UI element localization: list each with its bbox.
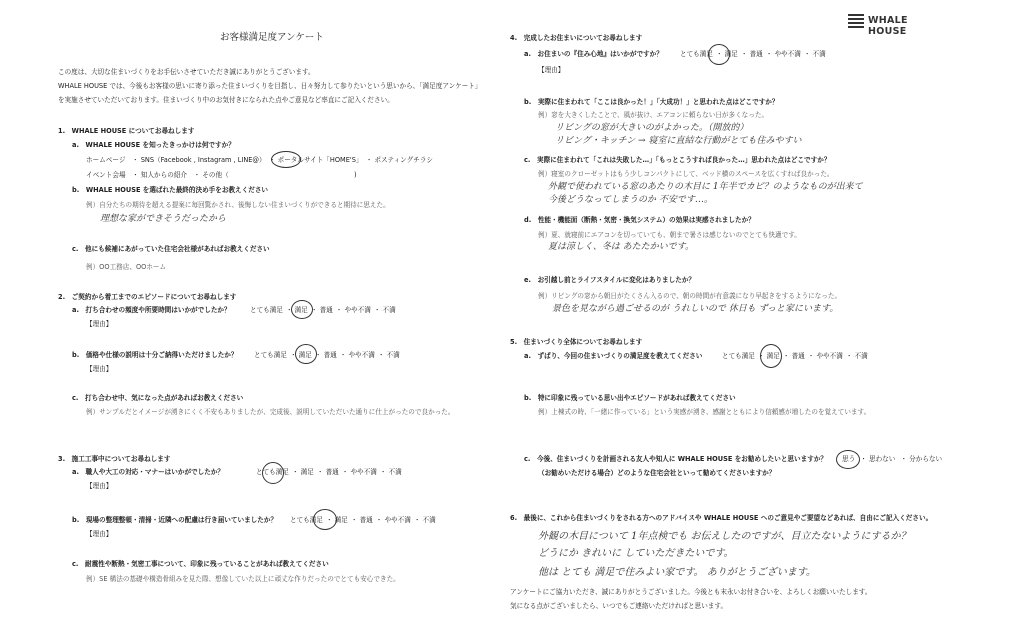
s4-qa-reason: 【理由】 (538, 66, 565, 74)
s5-question-c2: （お勧めいただける場合）どのような住宅会社といって勧めてくださいますか？ (538, 469, 776, 477)
logo-text: WHALE HOUSE (868, 15, 908, 37)
section-5-heading: 5. 住まいづくり全体についてお尋ねします (510, 338, 643, 346)
s2-question-b: b. 価格や仕様の説明は十分ご納得いただけましたか？ (72, 351, 238, 359)
s2-qa-reason: 【理由】 (86, 320, 113, 328)
s4-qd-example: 例）夏、就寝前にエアコンを切っていても、朝まで暑さは感じないのでとても快適です。 (538, 231, 801, 239)
s6-handwriting-3[interactable]: 他は とても 満足で住みよい家です。 ありがとうございます。 (538, 567, 816, 578)
page-title: お客様満足度アンケート (220, 32, 324, 43)
s3-question-b: b. 現場の整理整頓・清掃・近隣への配慮は行き届いていましたか？ (72, 516, 278, 524)
answer-circle (295, 344, 317, 364)
s1-question-c: c. 他にも候補にあがっていた住宅会社様があればお教えください (72, 245, 270, 253)
s5-qc-options[interactable]: 思う ・ 思わない ・ 分からない (842, 455, 943, 463)
s3-qa-reason: 【理由】 (86, 482, 113, 490)
s1-qa-options-2[interactable]: イベント会場 ・ 知人からの紹介 ・ その他（ (86, 171, 229, 179)
footer-line-1: アンケートにご協力いただき、誠にありがとうございました。今後とも末永いお付き合いを、よろしくお願いいたします。 (510, 588, 872, 596)
s1-qb-handwriting[interactable]: 理想な家ができそうだったから (100, 214, 227, 224)
s6-handwriting-1[interactable]: 外観の木目について 1年点検でも お伝えしたのですが、目立たないようにするか？ (538, 531, 911, 542)
s4-qc-handwriting-1[interactable]: 外観で使われている窓のあたりの木目に 1年半でカビ？のようなものが出来て (548, 182, 863, 192)
s3-qb-reason: 【理由】 (86, 530, 113, 538)
s4-qd-handwriting[interactable]: 夏は涼しく、冬は あたたかいです。 (548, 242, 694, 252)
s3-qc-example: 例）SE 構法の基礎や構造骨組みを見た際、想像していた以上に頑丈な作りだったのでとても安心できた。 (86, 575, 400, 583)
s4-question-c: c. 実際に住まわれて「これは失敗した…」「もっとこうすれば良かった…」思われた点はどこですか？ (524, 156, 831, 164)
s2-qb-reason: 【理由】 (86, 365, 113, 373)
s2-qc-example: 例）サンプルだとイメージが湧きにくく不安もありましたが、完成後、説明していただいた通りに仕上がったので良かった。 (86, 408, 455, 416)
s5-question-a: a. ずばり、今回の住まいづくりの満足度を教えてください (524, 352, 703, 360)
s3-qa-rating[interactable]: とても満足 ・ 満足 ・ 普通 ・ やや不満 ・ 不満 (256, 468, 402, 476)
s3-question-a: a. 職人や大工の対応・マナーはいかがでしたか？ (72, 468, 225, 476)
s2-qa-rating[interactable]: とても満足 ・ 満足 ・ 普通 ・ やや不満 ・ 不満 (250, 306, 396, 314)
answer-circle (708, 44, 730, 65)
s6-handwriting-2[interactable]: どうにか きれいに していただきたいです。 (538, 548, 734, 559)
answer-circle (262, 462, 284, 484)
s4-qe-example: 例）リビングの窓から朝日がたくさん入るので、朝の時間が有意義になり早起きをするようになった。 (538, 292, 842, 300)
s1-qc-example: 例）OO工務店、OOホーム (86, 263, 167, 271)
intro-line-2: WHALE HOUSE では、今後もお客様の思いに寄り添った住まいづくりを目指し、日々努力して参りたいという思いから、「満足度アンケート」 (58, 82, 482, 90)
footer-line-2: 気になる点がございましたら、いつでもご連絡いただければと思います。 (510, 602, 728, 610)
answer-circle (836, 450, 860, 469)
s4-qc-handwriting-2[interactable]: 今後どうなってしまうのか 不安です…。 (548, 195, 713, 205)
s1-qa-close-paren: ) (354, 171, 357, 179)
section-6-heading: 6. 最後に、これから住まいづくりをされる方へのアドバイスや WHALE HOUSE へのご意見やご要望などあれば、自由にご記入ください。 (510, 514, 933, 522)
answer-circle (271, 151, 301, 168)
s4-question-d: d. 性能・機能面（断熱・気密・換気システム）の効果は実感されましたか？ (524, 216, 755, 224)
intro-line-1: この度は、大切な住まいづくりをお手伝いさせていただき誠にありがとうございます。 (58, 68, 315, 76)
s2-question-c: c. 打ち合わせ中、気になった点があればお教えください (72, 394, 244, 402)
s4-question-a: a. お住まいの『住み心地』はいかがですか？ (524, 50, 663, 58)
section-3-heading: 3. 施工工事中についてお尋ねします (58, 455, 171, 463)
s1-question-b: b. WHALE HOUSE を選ばれた最終的決め手をお教えください (72, 186, 269, 194)
section-4-heading: 4. 完成したお住まいについてお尋ねします (510, 34, 643, 42)
s4-qc-example: 例）寝室のクローゼットはもう少しコンパクトにして、ベッド横のスペースを広くすれば良かった。 (538, 170, 834, 178)
s2-qb-rating[interactable]: とても満足 ・ 満足 ・ 普通 ・ やや不満 ・ 不満 (254, 351, 400, 359)
s3-question-c: c. 耐震性や断熱・気密工事について、印象に残っていることがあれば教えてください (72, 560, 329, 568)
answer-circle (291, 300, 313, 319)
section-1-heading: 1. WHALE HOUSE についてお尋ねします (58, 127, 195, 135)
s2-question-a: a. 打ち合わせの頻度や所要時間はいかがでしたか？ (72, 306, 231, 314)
section-2-heading: 2. ご契約から着工までのエピソードについてお尋ねします (58, 293, 237, 301)
s4-question-e: e. お引越し前とライフスタイルに変化はありましたか？ (524, 276, 696, 284)
s5-qa-rating[interactable]: とても満足 ・ 満足 ・ 普通 ・ やや不満 ・ 不満 (722, 352, 868, 360)
s1-qa-options-1[interactable]: ホームページ ・ SNS（Facebook , Instagram , LINE@） ・ ポータルサイト「HOME'S」 ・ ポスティングチラシ (86, 156, 434, 164)
s4-qe-handwriting[interactable]: 景色を見ながら過ごせるのが うれしいので 休日も ずっと家にいます。 (552, 304, 839, 314)
s4-qb-handwriting-1[interactable]: リビングの窓が大きいのがよかった。（開放的） (555, 123, 749, 133)
s5-question-c: c. 今後、住まいづくりを計画される友人や知人に WHALE HOUSE をお勧めしたいと思いますか？ (524, 455, 828, 463)
answer-circle (313, 509, 337, 530)
s5-qb-example: 例）上棟式の時、「一緒に作っている」という実感が湧き、感謝とともにより信頼感が増したのを覚えています。 (538, 408, 871, 416)
s4-qa-rating[interactable]: とても満足 ・ 満足 ・ 普通 ・ やや不満 ・ 不満 (680, 50, 826, 58)
logo-stripes-icon (848, 14, 864, 30)
s1-qb-example: 例）自分たちの期待を超える提案に毎回驚かされ、後悔しない住まいづくりができると期待に思えた。 (86, 201, 390, 209)
answer-circle (760, 344, 782, 368)
s5-question-b: b. 特に印象に残っている思い出やエピソードがあれば教えてください (524, 394, 736, 402)
s4-qb-example: 例）窓を大きくしたことで、風が抜け、エアコンに頼らない日が多くなった。 (538, 111, 769, 119)
s1-question-a: a. WHALE HOUSE を知ったきっかけは何ですか？ (72, 141, 235, 149)
s4-qb-handwriting-2[interactable]: リビング・キッチン → 寝室に直結な行動がとても住みやすい (555, 136, 802, 146)
s3-qb-rating[interactable]: とても満足 ・ 満足 ・ 普通 ・ やや不満 ・ 不満 (290, 516, 436, 524)
s4-question-b: b. 実際に住まわれて「ここは良かった！」「大成功！」と思われた点はどこですか？ (524, 98, 779, 106)
intro-line-3: を実施させていただいております。住まいづくり中のお気付きになられた点やご意見など率直にご記入ください。 (58, 96, 394, 104)
